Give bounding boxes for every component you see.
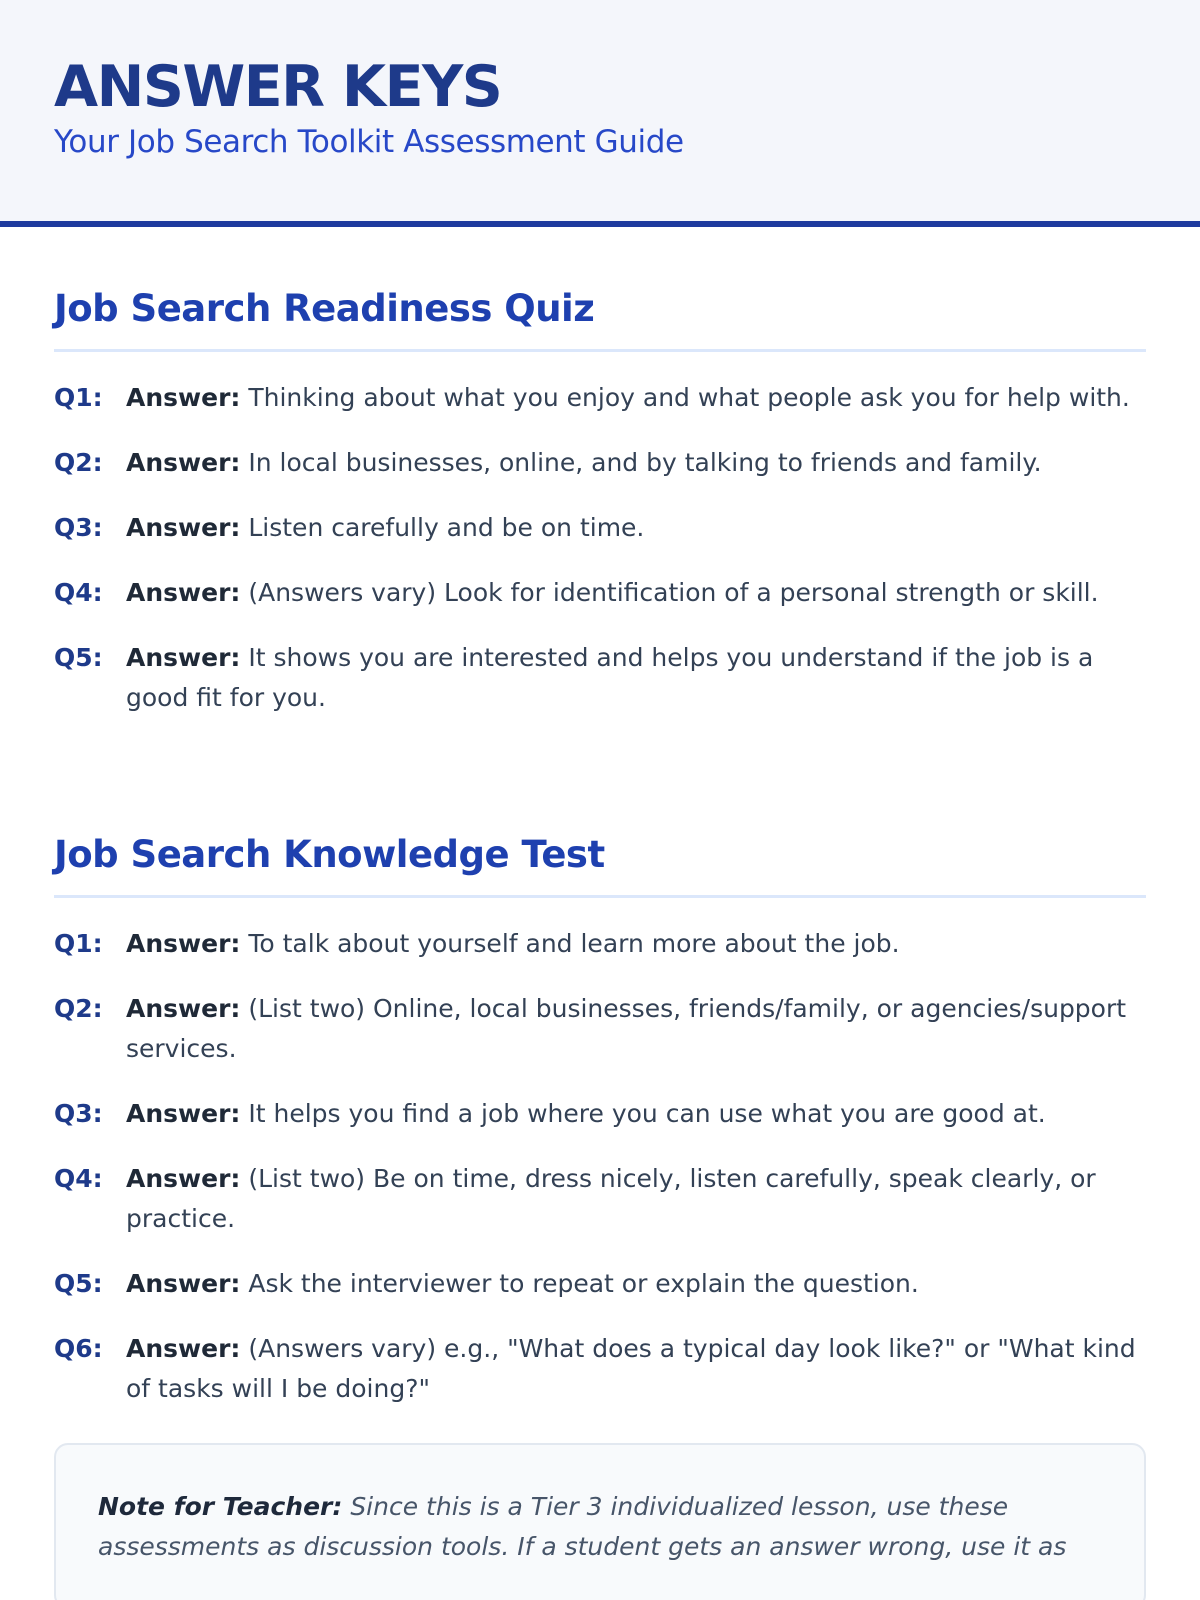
answer-text: Thinking about what you enjoy and what people ask you for help with. [248, 383, 1130, 412]
section-knowledge-test [54, 743, 1146, 1600]
main-content [0, 227, 1200, 1600]
answer-body [126, 638, 1146, 718]
answer-text: Listen carefully and be on time. [248, 513, 645, 542]
answer-list [54, 898, 1146, 1409]
answer-body [126, 443, 1146, 483]
section-title: Job Search Readiness Quiz [54, 287, 1146, 352]
answer-body [126, 1094, 1146, 1134]
question-number: Q4: [54, 578, 103, 607]
answer-label: Answer: [126, 383, 241, 412]
section-readiness-quiz [54, 227, 1146, 718]
answer-text: To talk about yourself and learn more about the job. [248, 929, 900, 958]
answer-body [126, 573, 1146, 613]
teacher-note-label: Note for Teacher: [98, 1492, 343, 1521]
question-number: Q2: [54, 994, 103, 1023]
question-number: Q1: [54, 383, 103, 412]
question-number: Q5: [54, 1269, 103, 1298]
answer-text: (List two) Online, local businesses, friends/family, or agencies/support services. [126, 994, 1127, 1063]
teacher-note [54, 1443, 1146, 1600]
answer-item [54, 924, 1146, 964]
answer-item [54, 1329, 1146, 1409]
answer-text: It shows you are interested and helps you understand if the job is a good fit for you. [126, 643, 1094, 712]
answer-item [54, 1094, 1146, 1134]
answer-text: (List two) Be on time, dress nicely, listen carefully, speak clearly, or practice. [126, 1164, 1096, 1233]
answer-text: (Answers vary) e.g., "What does a typical day look like?" or "What kind of tasks will I be doing?" [126, 1334, 1136, 1403]
answer-body [126, 1329, 1146, 1409]
answer-label: Answer: [126, 448, 241, 477]
answer-label: Answer: [126, 1099, 241, 1128]
page-subtitle: Your Job Search Toolkit Assessment Guide [54, 124, 684, 160]
answer-text: Ask the interviewer to repeat or explain the question. [248, 1269, 919, 1298]
answer-label: Answer: [126, 1164, 241, 1193]
answer-body [126, 1264, 1146, 1304]
question-number: Q3: [54, 1099, 103, 1128]
answer-item [54, 573, 1146, 613]
answer-body [126, 924, 1146, 964]
answer-text: It helps you find a job where you can use what you are good at. [248, 1099, 1046, 1128]
answer-body [126, 508, 1146, 548]
answer-item [54, 1264, 1146, 1304]
answer-body [126, 378, 1146, 418]
page-header [0, 0, 1200, 227]
question-number: Q1: [54, 929, 103, 958]
answer-item [54, 378, 1146, 418]
answer-item [54, 1159, 1146, 1239]
teacher-note-text: Since this is a Tier 3 individualized lesson, use these assessments as discussion tools. If a student gets an answer wrong, use it as [98, 1492, 1067, 1561]
question-number: Q4: [54, 1164, 103, 1193]
answer-label: Answer: [126, 1334, 241, 1363]
answer-text: (Answers vary) Look for identification of a personal strength or skill. [248, 578, 1099, 607]
answer-label: Answer: [126, 1269, 241, 1298]
answer-list [54, 352, 1146, 718]
answer-text: In local businesses, online, and by talking to friends and family. [248, 448, 1042, 477]
answer-item [54, 989, 1146, 1069]
question-number: Q5: [54, 643, 103, 672]
question-number: Q3: [54, 513, 103, 542]
answer-body [126, 989, 1146, 1069]
answer-body [126, 1159, 1146, 1239]
answer-label: Answer: [126, 929, 241, 958]
page-title: ANSWER KEYS [54, 54, 502, 120]
answer-label: Answer: [126, 643, 241, 672]
answer-label: Answer: [126, 578, 241, 607]
answer-item [54, 443, 1146, 483]
answer-label: Answer: [126, 994, 241, 1023]
question-number: Q2: [54, 448, 103, 477]
question-number: Q6: [54, 1334, 103, 1363]
answer-label: Answer: [126, 513, 241, 542]
answer-item [54, 508, 1146, 548]
section-title: Job Search Knowledge Test [54, 833, 1146, 898]
answer-item [54, 638, 1146, 718]
